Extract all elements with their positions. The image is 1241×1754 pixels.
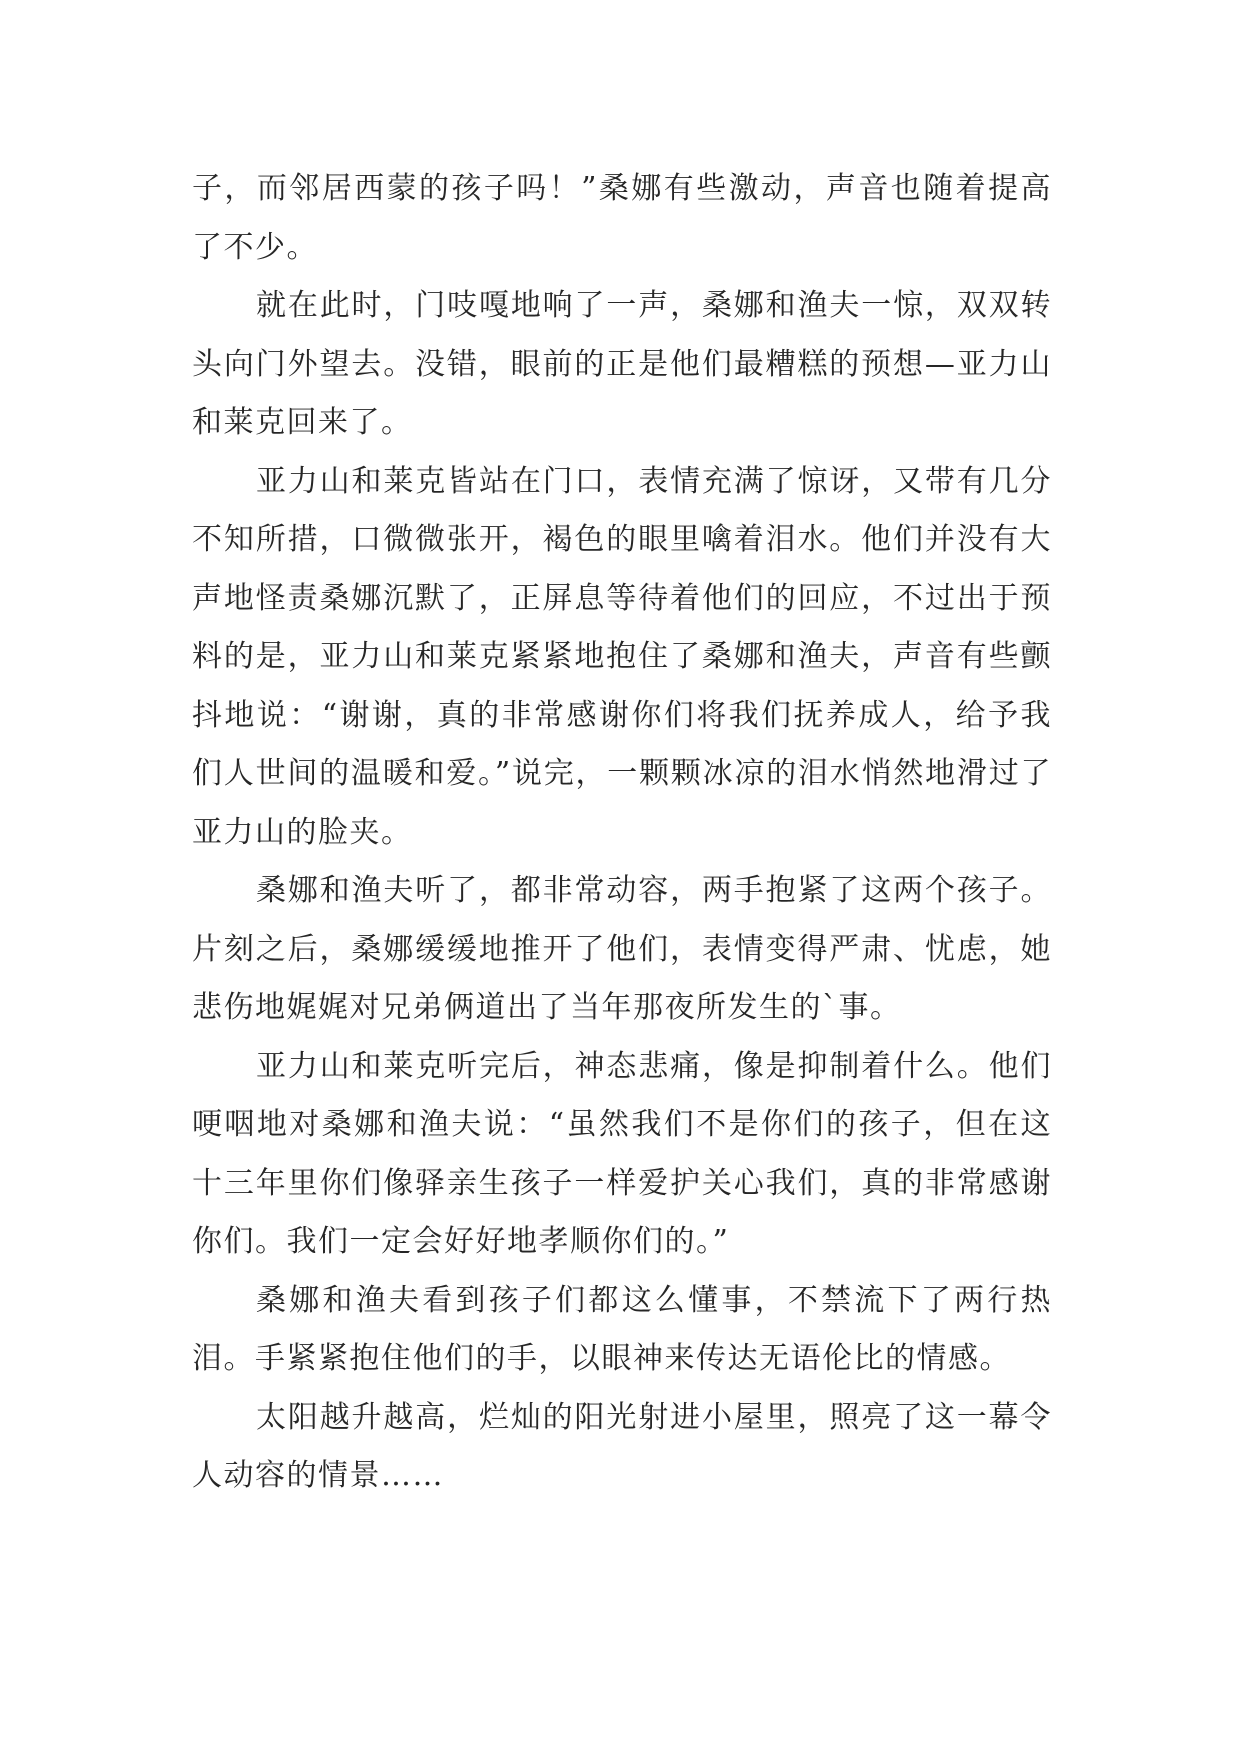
paragraph: 太阳越升越高，烂灿的阳光射进小屋里，照亮了这一幕令人动容的情景…… <box>192 1399 1052 1493</box>
paragraph: 亚力山和莱克皆站在门口，表情充满了惊讶，又带有几分不知所措，口微微张开，褐色的眼里噙着泪水。他们并没有大声地怪责桑娜沉默了，正屏息等待着他们的回应，不过出于预料的是，亚力山和莱克紧紧地抱住了桑娜和渔夫，声音有些颤抖地说：“谢谢，真的非常感谢你们将我们抚养成人，给予我们人世间的温暖和爱。”说完，一颗颗冰凉的泪水悄然地滑过了亚力山的脸夹。 <box>192 463 1052 850</box>
paragraph: 桑娜和渔夫听了，都非常动容，两手抱紧了这两个孩子。片刻之后，桑娜缓缓地推开了他们，表情变得严肃、忧虑，她悲伤地娓娓对兄弟俩道出了当年那夜所发生的`事。 <box>192 873 1052 1025</box>
paragraph: 桑娜和渔夫看到孩子们都这么懂事，不禁流下了两行热泪。手紧紧抱住他们的手，以眼神来传达无语伦比的情感。 <box>192 1282 1052 1376</box>
paragraph-continuation: 子，而邻居西蒙的孩子吗！”桑娜有些激动，声音也随着提高了不少。 <box>192 171 1052 265</box>
paragraph: 亚力山和莱克听完后，神态悲痛，像是抑制着什么。他们哽咽地对桑娜和渔夫说：“虽然我们不是你们的孩子，但在这十三年里你们像驿亲生孩子一样爱护关心我们，真的非常感谢你们。我们一定会好好地孝顺你们的。” <box>192 1048 1052 1259</box>
paragraph: 就在此时，门吱嘎地响了一声，桑娜和渔夫一惊，双双转头向门外望去。没错，眼前的正是他们最糟糕的预想—亚力山和莱克回来了。 <box>192 288 1052 440</box>
story-text <box>192 160 1052 1506</box>
